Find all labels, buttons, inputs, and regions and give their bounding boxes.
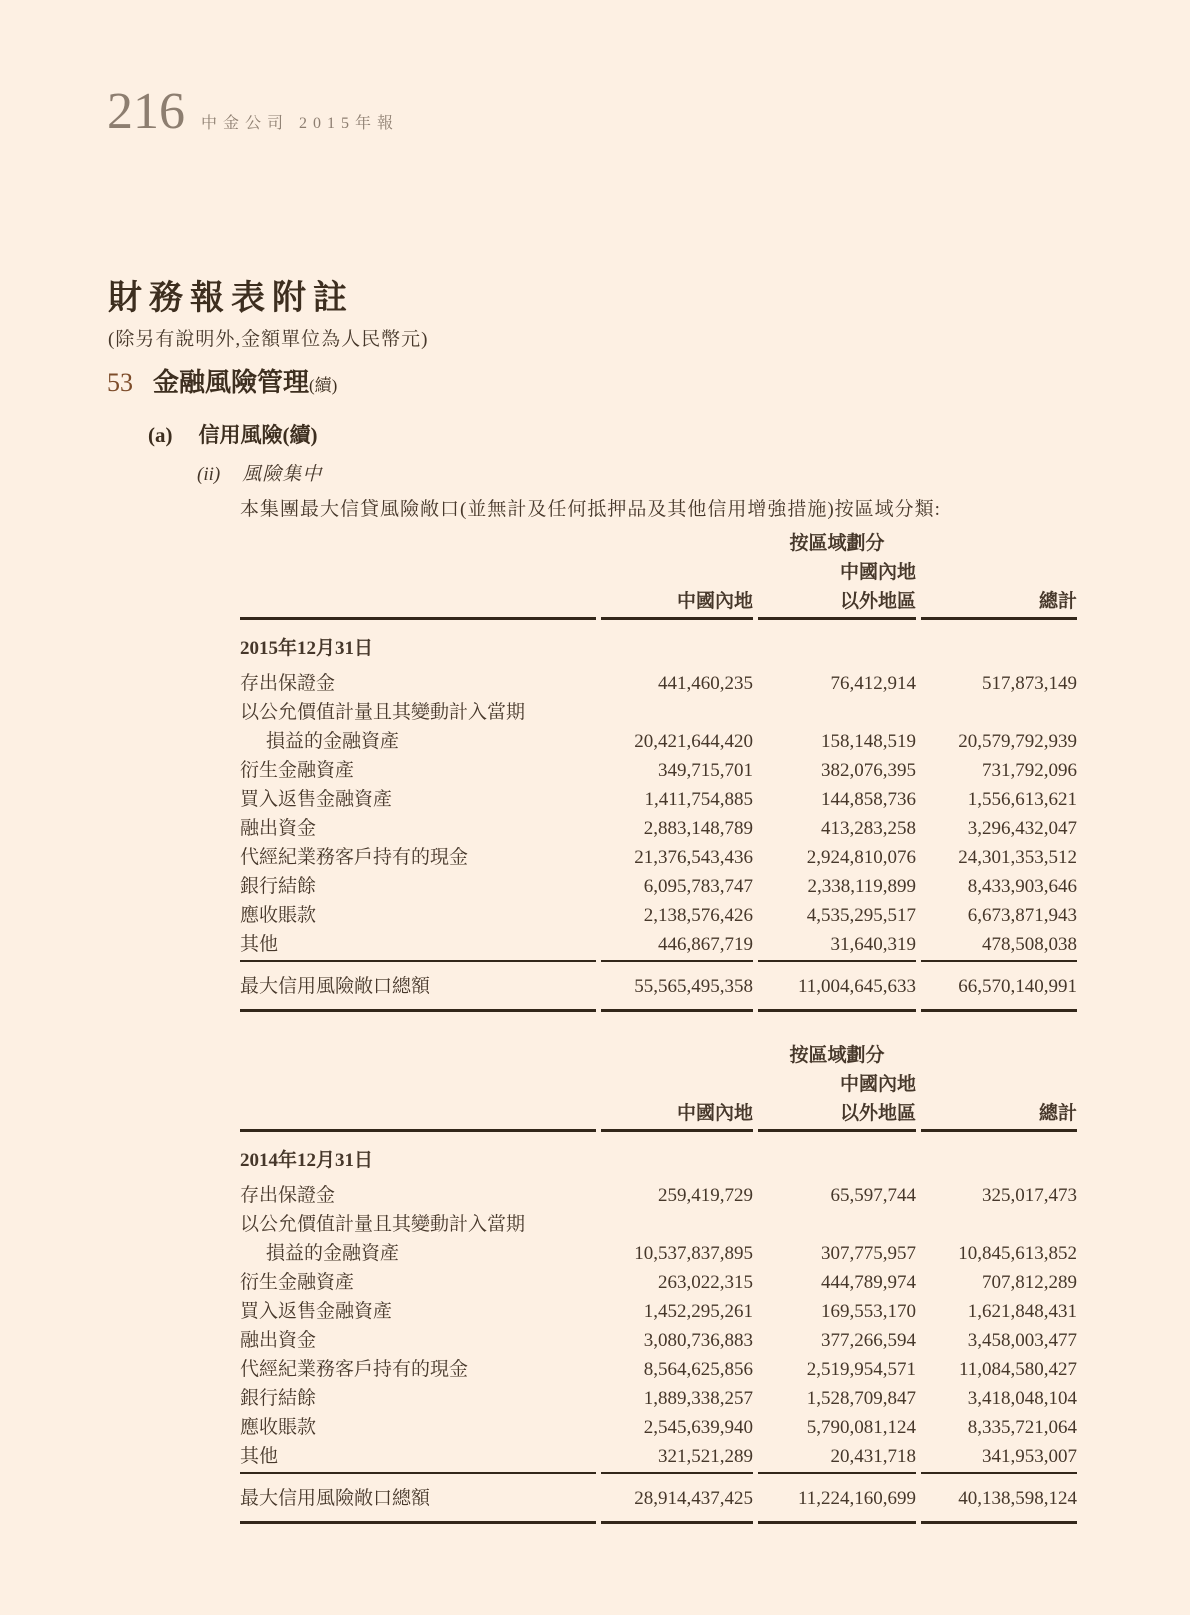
amount-total: 24,301,353,512 xyxy=(958,847,1077,868)
subsection-a-title: 信用風險(續) xyxy=(198,423,318,447)
amount-total: 1,556,613,621 xyxy=(967,789,1077,810)
row-label: 買入返售金融資產 xyxy=(240,1301,393,1322)
subsection-a-heading xyxy=(148,419,318,449)
amount-mainland-china: 10,537,837,895 xyxy=(634,1243,753,1264)
data-row xyxy=(240,873,1077,902)
row-label: 代經紀業務客戶持有的現金 xyxy=(240,1359,469,1380)
data-row xyxy=(240,699,1077,728)
data-row xyxy=(240,1269,1077,1298)
amount-mainland-china xyxy=(601,699,753,728)
section-heading xyxy=(107,362,337,399)
empty-cell xyxy=(240,559,596,588)
row-label: 存出保證金 xyxy=(240,673,336,694)
data-row xyxy=(240,1211,1077,1240)
col2-header-line1: 中國內地 xyxy=(839,1074,916,1095)
amount-mainland-china: 8,564,625,856 xyxy=(643,1359,753,1380)
empty-cell xyxy=(921,1132,1077,1182)
empty-cell xyxy=(601,1042,753,1071)
data-row xyxy=(240,728,1077,757)
region-tables xyxy=(235,530,1135,1524)
total-row-label: 最大信用風險敞口總額 xyxy=(240,962,596,1012)
amount-total: 3,458,003,477 xyxy=(967,1330,1077,1351)
amount-total: 8,433,903,646 xyxy=(967,876,1077,897)
row-label: 衍生金融資產 xyxy=(240,760,355,781)
data-row xyxy=(240,844,1077,873)
data-row xyxy=(240,1356,1077,1385)
col2-header-row xyxy=(240,1071,1077,1100)
amount-outside-mainland: 76,412,914 xyxy=(830,673,916,694)
amount-mainland-china: 263,022,315 xyxy=(658,1272,753,1293)
data-row xyxy=(240,786,1077,815)
col2-header-line2: 以外地區 xyxy=(758,588,916,620)
empty-cell xyxy=(601,1071,753,1100)
row-label: 應收賬款 xyxy=(240,1417,317,1438)
data-row xyxy=(240,1385,1077,1414)
region-table-2015 xyxy=(235,530,1082,1012)
amount-mainland-china: 441,460,235 xyxy=(658,673,753,694)
report-brand: 中金公司 2015年報 xyxy=(201,115,400,132)
total-outside-mainland: 11,224,160,699 xyxy=(758,1474,916,1524)
amount-mainland-china: 2,545,639,940 xyxy=(643,1417,753,1438)
page-number: 216 xyxy=(107,83,185,140)
data-row xyxy=(240,757,1077,786)
amount-outside-mainland: 377,266,594 xyxy=(821,1330,916,1351)
table-gap xyxy=(235,1012,1135,1042)
amount-mainland-china: 446,867,719 xyxy=(601,931,753,962)
amount-outside-mainland: 65,597,744 xyxy=(830,1185,916,1206)
amount-total: 6,673,871,943 xyxy=(967,905,1077,926)
amount-mainland-china: 1,889,338,257 xyxy=(643,1388,753,1409)
region-table-2014 xyxy=(235,1042,1082,1524)
row-label: 以公允價值計量且其變動計入當期 xyxy=(240,702,526,723)
column-header-row xyxy=(240,588,1077,620)
empty-cell xyxy=(921,1071,1077,1100)
amount-total xyxy=(921,699,1077,728)
amount-total: 517,873,149 xyxy=(982,673,1077,694)
data-row xyxy=(240,931,1077,962)
empty-cell xyxy=(240,1100,596,1132)
empty-cell xyxy=(921,620,1077,670)
amount-total: 10,845,613,852 xyxy=(958,1243,1077,1264)
col2-header-row xyxy=(240,559,1077,588)
amount-outside-mainland: 2,338,119,899 xyxy=(807,876,916,897)
subsection-ii-label: (ii) xyxy=(197,464,221,485)
amount-outside-mainland: 144,858,736 xyxy=(821,789,916,810)
empty-cell xyxy=(921,1042,1077,1071)
intro-paragraph: 本集團最大信貸風險敞口(並無計及任何抵押品及其他信用增強措施)按區域分類: xyxy=(240,499,941,520)
row-label: 融出資金 xyxy=(240,818,317,839)
row-label: 銀行結餘 xyxy=(240,1388,317,1409)
row-label: 買入返售金融資產 xyxy=(240,789,393,810)
row-label: 銀行結餘 xyxy=(240,876,317,897)
group-header-row xyxy=(240,1042,1077,1071)
empty-cell xyxy=(921,530,1077,559)
col2-header-line2: 以外地區 xyxy=(758,1100,916,1132)
amount-outside-mainland: 158,148,519 xyxy=(821,731,916,752)
total-row-label: 最大信用風險敞口總額 xyxy=(240,1474,596,1524)
amount-total: 341,953,007 xyxy=(921,1443,1077,1474)
row-label: 其他 xyxy=(240,931,596,962)
amount-outside-mainland: 382,076,395 xyxy=(821,760,916,781)
data-row xyxy=(240,1443,1077,1474)
row-label: 代經紀業務客戶持有的現金 xyxy=(240,847,469,868)
empty-cell xyxy=(240,530,596,559)
section-title: 金融風險管理 xyxy=(153,368,310,397)
empty-cell xyxy=(601,620,753,670)
amount-total: 8,335,721,064 xyxy=(967,1417,1077,1438)
data-row xyxy=(240,1298,1077,1327)
empty-cell xyxy=(240,1042,596,1071)
empty-cell xyxy=(601,530,753,559)
data-row xyxy=(240,815,1077,844)
page-header xyxy=(107,83,400,140)
data-row xyxy=(240,902,1077,931)
data-row xyxy=(240,1414,1077,1443)
amount-outside-mainland: 5,790,081,124 xyxy=(806,1417,916,1438)
amount-total: 3,418,048,104 xyxy=(967,1388,1077,1409)
amount-outside-mainland: 31,640,319 xyxy=(758,931,916,962)
section-number: 53 xyxy=(107,368,133,397)
row-label: 以公允價值計量且其變動計入當期 xyxy=(240,1214,526,1235)
group-header-row xyxy=(240,530,1077,559)
date-row xyxy=(240,620,1077,670)
amount-mainland-china: 259,419,729 xyxy=(658,1185,753,1206)
total-row xyxy=(240,962,1077,1012)
amount-mainland-china: 349,715,701 xyxy=(658,760,753,781)
col3-header: 總計 xyxy=(921,588,1077,620)
data-row xyxy=(240,670,1077,699)
amount-outside-mainland: 4,535,295,517 xyxy=(806,905,916,926)
amount-total xyxy=(921,1211,1077,1240)
group-header: 按區域劃分 xyxy=(789,533,885,554)
column-header-row xyxy=(240,1100,1077,1132)
amount-outside-mainland: 307,775,957 xyxy=(821,1243,916,1264)
amount-mainland-china: 321,521,289 xyxy=(601,1443,753,1474)
amount-total: 20,579,792,939 xyxy=(958,731,1077,752)
amount-outside-mainland: 2,519,954,571 xyxy=(806,1359,916,1380)
total-overall: 40,138,598,124 xyxy=(921,1474,1077,1524)
amount-mainland-china: 6,095,783,747 xyxy=(643,876,753,897)
row-label: 損益的金融資產 xyxy=(266,1243,400,1264)
amount-total: 11,084,580,427 xyxy=(958,1359,1077,1380)
amount-mainland-china: 21,376,543,436 xyxy=(634,847,753,868)
empty-cell xyxy=(601,1132,753,1182)
col2-header-line1: 中國內地 xyxy=(839,562,916,583)
amount-mainland-china: 1,411,754,885 xyxy=(644,789,753,810)
amount-mainland-china: 2,138,576,426 xyxy=(643,905,753,926)
data-row xyxy=(240,1327,1077,1356)
total-mainland-china: 55,565,495,358 xyxy=(601,962,753,1012)
empty-cell xyxy=(601,559,753,588)
amount-total: 478,508,038 xyxy=(921,931,1077,962)
row-label: 損益的金融資產 xyxy=(266,731,400,752)
group-header: 按區域劃分 xyxy=(789,1045,885,1066)
amount-outside-mainland: 20,431,718 xyxy=(758,1443,916,1474)
section-continued-mark: (續) xyxy=(309,376,338,395)
date-label: 2015年12月31日 xyxy=(240,638,374,659)
col3-header: 總計 xyxy=(921,1100,1077,1132)
amount-total: 1,621,848,431 xyxy=(967,1301,1077,1322)
subsection-ii-heading xyxy=(197,459,322,486)
row-label: 其他 xyxy=(240,1443,596,1474)
row-label: 存出保證金 xyxy=(240,1185,336,1206)
amount-total: 707,812,289 xyxy=(982,1272,1077,1293)
amount-outside-mainland: 169,553,170 xyxy=(821,1301,916,1322)
total-outside-mainland: 11,004,645,633 xyxy=(758,962,916,1012)
total-overall: 66,570,140,991 xyxy=(921,962,1077,1012)
amount-total: 325,017,473 xyxy=(982,1185,1077,1206)
total-row xyxy=(240,1474,1077,1524)
amount-total: 3,296,432,047 xyxy=(967,818,1077,839)
data-row xyxy=(240,1240,1077,1269)
empty-cell xyxy=(240,1071,596,1100)
amount-outside-mainland xyxy=(758,699,916,728)
document-subtitle: (除另有說明外,金額單位為人民幣元) xyxy=(108,329,429,350)
document-title: 財務報表附註 xyxy=(108,280,354,317)
col1-header: 中國內地 xyxy=(601,1100,753,1132)
amount-outside-mainland: 2,924,810,076 xyxy=(806,847,916,868)
amount-outside-mainland: 1,528,709,847 xyxy=(806,1388,916,1409)
amount-outside-mainland: 444,789,974 xyxy=(821,1272,916,1293)
amount-mainland-china: 1,452,295,261 xyxy=(643,1301,753,1322)
empty-cell xyxy=(240,588,596,620)
subsection-ii-title: 風險集中 xyxy=(242,464,323,485)
amount-outside-mainland xyxy=(758,1211,916,1240)
amount-mainland-china: 3,080,736,883 xyxy=(643,1330,753,1351)
row-label: 應收賬款 xyxy=(240,905,317,926)
amount-mainland-china xyxy=(601,1211,753,1240)
data-row xyxy=(240,1182,1077,1211)
empty-cell xyxy=(921,559,1077,588)
total-mainland-china: 28,914,437,425 xyxy=(601,1474,753,1524)
empty-cell xyxy=(758,620,916,670)
date-label: 2014年12月31日 xyxy=(240,1150,374,1171)
row-label: 融出資金 xyxy=(240,1330,317,1351)
amount-mainland-china: 20,421,644,420 xyxy=(634,731,753,752)
amount-outside-mainland: 413,283,258 xyxy=(821,818,916,839)
subsection-a-label: (a) xyxy=(148,423,173,447)
amount-total: 731,792,096 xyxy=(982,760,1077,781)
row-label: 衍生金融資產 xyxy=(240,1272,355,1293)
date-row xyxy=(240,1132,1077,1182)
amount-mainland-china: 2,883,148,789 xyxy=(643,818,753,839)
col1-header: 中國內地 xyxy=(601,588,753,620)
empty-cell xyxy=(758,1132,916,1182)
